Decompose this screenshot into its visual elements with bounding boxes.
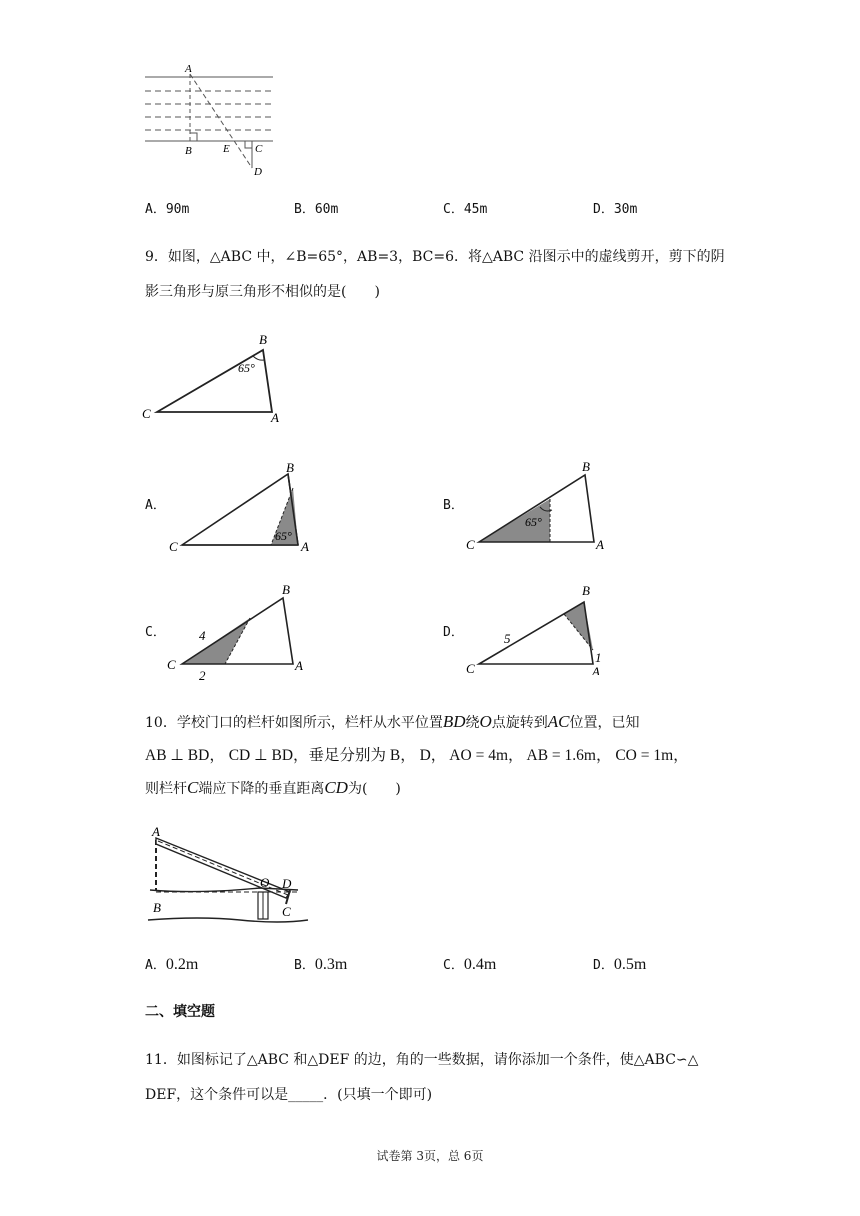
q9-option-b-label-a: A <box>596 537 604 552</box>
q10-line-2: AB ⊥ BD， CD ⊥ BD，垂足分别为 B， D， AO = 4m， AB = 1.6m， CO = 1m， <box>145 747 689 764</box>
q8-option-c-letter: C． <box>443 202 464 217</box>
q9-option-c-letter[interactable]: C． <box>145 625 166 640</box>
q10-option-d-text: 0.5m <box>613 956 647 973</box>
q10-option-d[interactable] <box>593 955 646 976</box>
q10-line-1 <box>145 712 640 733</box>
q8-label-c: C <box>255 143 263 155</box>
q9-option-a-angle: 65° <box>275 529 292 543</box>
q9-option-d-label-b: B <box>582 583 590 598</box>
q8-option-d-text: 30m <box>613 202 638 217</box>
q9-main-label-a: A <box>271 410 279 425</box>
q10-l3-b: 端应下降的垂直距离 <box>198 781 325 797</box>
q9-option-c-num-4: 4 <box>199 628 206 643</box>
q9-option-c-label-b: B <box>282 582 290 597</box>
q9-main-label-c: C <box>142 406 151 421</box>
q9-option-d-num-5: 5 <box>504 631 511 646</box>
q9-option-a-letter[interactable]: A． <box>145 498 166 513</box>
q8-option-c[interactable] <box>443 200 487 220</box>
q9-option-d-letter[interactable]: D． <box>443 625 464 640</box>
q10-label-o: O <box>260 875 270 890</box>
q9-option-a-label-b: B <box>286 460 294 475</box>
q10-label-a: A <box>152 824 160 839</box>
q10-line-3 <box>145 778 401 799</box>
q9-main-figure <box>140 328 290 428</box>
q8-option-a-letter: A． <box>145 202 166 217</box>
q9-option-a-label-c: C <box>169 539 178 554</box>
q8-option-d-letter: D． <box>593 202 614 217</box>
q9-option-c-num-2: 2 <box>199 668 206 680</box>
q9-option-c-label-a: A <box>295 658 303 673</box>
q8-option-b-letter: B． <box>294 202 315 217</box>
q9-option-d-label-a: A <box>592 664 600 675</box>
q10-label-c: C <box>282 904 291 919</box>
q9-main-label-b: B <box>259 332 267 347</box>
q8-option-b[interactable] <box>294 200 338 220</box>
q10-option-c[interactable] <box>443 955 496 976</box>
q8-figure <box>140 60 280 180</box>
q10-l1-g: 位置，已知 <box>569 715 640 731</box>
q9-option-b-label-c: C <box>466 537 475 552</box>
q10-l3-cd: CD <box>324 778 348 797</box>
q10-option-c-text: 0.4m <box>463 956 497 973</box>
q10-l1-e: 点旋转到 <box>491 715 548 731</box>
q9-option-b-label-b: B <box>582 459 590 474</box>
q9-option-c-figure <box>165 580 325 680</box>
q9-line-1: 9．如图，△ABC 中，∠B=65°，AB=3，BC=6．将△ABC 沿图示中的虚线剪开，剪下的阴 <box>145 249 725 265</box>
q10-l1-o: O <box>479 712 492 731</box>
q10-label-b: B <box>153 900 161 915</box>
q9-option-a-label-a: A <box>301 539 309 554</box>
q10-option-a[interactable] <box>145 955 198 976</box>
q8-option-c-text: 45m <box>463 202 488 217</box>
q10-option-c-letter: C． <box>443 958 464 973</box>
q11-line-2: DEF，这个条件可以是_____．(只填一个即可) <box>145 1087 433 1103</box>
q10-figure <box>140 820 315 930</box>
q10-label-d: D <box>282 876 292 891</box>
q8-label-b: B <box>185 145 192 157</box>
q8-option-d[interactable] <box>593 200 637 220</box>
q10-l1-a: 10．学校门口的栏杆如图所示，栏杆从水平位置 <box>145 715 443 731</box>
q8-option-a[interactable] <box>145 200 189 220</box>
q9-option-b-letter[interactable]: B． <box>443 498 464 513</box>
q10-option-a-letter: A． <box>145 958 166 973</box>
q11-line-1: 11．如图标记了△ABC 和△DEF 的边，角的一些数据，请你添加一个条件，使△ABC∽△ <box>145 1052 699 1068</box>
q9-option-d-label-c: C <box>466 661 475 675</box>
q9-option-d-num-1: 1 <box>595 650 602 665</box>
q10-option-b[interactable] <box>294 955 347 976</box>
q10-l1-ac: AC <box>547 712 570 731</box>
page-footer: 试卷第 3页，总 6页 <box>376 1149 484 1163</box>
q10-option-a-text: 0.2m <box>165 956 199 973</box>
q10-option-b-letter: B． <box>294 958 315 973</box>
q10-l1-bd: BD <box>442 712 466 731</box>
section-heading: 二、填空题 <box>145 1004 215 1020</box>
q10-l3-c: C <box>187 778 199 797</box>
q9-option-a-figure <box>165 458 325 558</box>
q8-option-b-text: 60m <box>314 202 339 217</box>
q10-l1-c: 绕 <box>465 715 480 731</box>
q8-label-e: E <box>223 143 230 155</box>
q9-option-d-figure <box>462 575 622 675</box>
q10-l3-a: 则栏杆 <box>145 781 187 797</box>
q9-option-b-figure <box>462 455 622 555</box>
q8-label-a: A <box>185 63 192 75</box>
q8-label-d: D <box>254 166 262 178</box>
q9-main-angle: 65° <box>238 361 255 375</box>
q9-line-2: 影三角形与原三角形不相似的是( ) <box>145 284 380 300</box>
q9-option-c-label-c: C <box>167 657 176 672</box>
q10-option-b-text: 0.3m <box>314 956 348 973</box>
q8-option-a-text: 90m <box>165 202 190 217</box>
q10-option-d-letter: D． <box>593 958 614 973</box>
q10-l3-e: 为( ) <box>347 781 401 797</box>
q9-option-b-angle: 65° <box>525 515 542 529</box>
